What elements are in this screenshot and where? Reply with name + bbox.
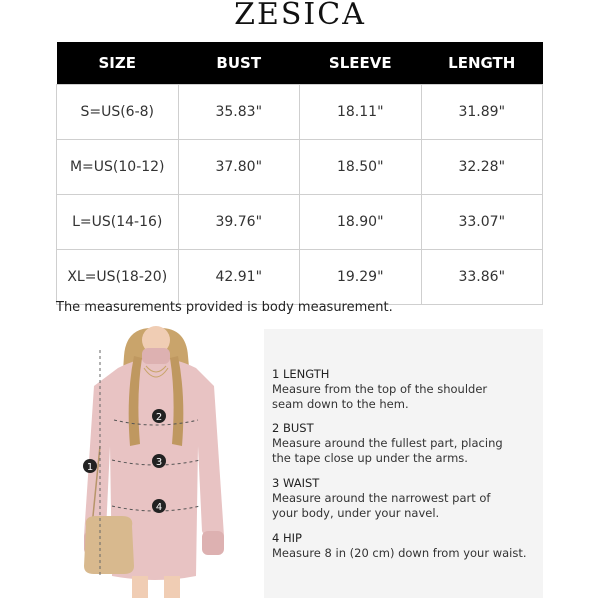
guide-hip bbox=[272, 531, 527, 561]
cell-sleeve: 18.11" bbox=[300, 85, 422, 140]
guide-waist bbox=[272, 476, 490, 521]
header-bust: BUST bbox=[178, 42, 300, 85]
guide-hip-desc-line: Measure 8 in (20 cm) down from your waist. bbox=[272, 546, 527, 560]
guide-length-desc-line: Measure from the top of the shoulder bbox=[272, 382, 488, 396]
cell-bust: 39.76" bbox=[178, 195, 300, 250]
model-figure bbox=[56, 326, 252, 598]
measurement-note: The measurements provided is body measurement. bbox=[56, 300, 393, 315]
marker-4-label: 4 bbox=[155, 502, 163, 513]
cell-bust: 42.91" bbox=[178, 250, 300, 305]
right-leg bbox=[164, 576, 180, 598]
model-illustration bbox=[56, 326, 252, 598]
cell-sleeve: 19.29" bbox=[300, 250, 422, 305]
guide-waist-desc-line: your body, under your navel. bbox=[272, 506, 440, 520]
guide-waist-desc-line: Measure around the narrowest part of bbox=[272, 491, 491, 505]
marker-4 bbox=[152, 499, 166, 513]
table-row bbox=[57, 85, 543, 140]
guide-waist-title: 3 WAIST bbox=[272, 476, 320, 490]
marker-3-label: 3 bbox=[155, 457, 163, 468]
cell-bust: 37.80" bbox=[178, 140, 300, 195]
header-length: LENGTH bbox=[421, 42, 543, 85]
size-chart-table bbox=[56, 42, 543, 305]
collar bbox=[142, 348, 170, 364]
cell-sleeve: 18.50" bbox=[300, 140, 422, 195]
right-cuff bbox=[202, 531, 224, 555]
cell-length: 33.07" bbox=[421, 195, 543, 250]
cell-length: 32.28" bbox=[421, 140, 543, 195]
table-header-row bbox=[57, 42, 543, 85]
handbag bbox=[84, 516, 134, 574]
cell-size: XL=US(18-20) bbox=[57, 250, 179, 305]
guide-bust-desc-line: Measure around the fullest part, placing bbox=[272, 436, 503, 450]
cell-size: M=US(10-12) bbox=[57, 140, 179, 195]
guide-bust-desc-line: the tape close up under the arms. bbox=[272, 451, 468, 465]
cell-bust: 35.83" bbox=[178, 85, 300, 140]
table-row bbox=[57, 250, 543, 305]
cell-length: 31.89" bbox=[421, 85, 543, 140]
measurement-guide bbox=[264, 329, 543, 598]
marker-2-label: 2 bbox=[155, 412, 163, 423]
guide-length-title: 1 LENGTH bbox=[272, 367, 330, 381]
guide-hip-title: 4 HIP bbox=[272, 531, 302, 545]
cell-size: L=US(14-16) bbox=[57, 195, 179, 250]
marker-3 bbox=[152, 454, 166, 468]
header-sleeve: SLEEVE bbox=[300, 42, 422, 85]
table-row bbox=[57, 140, 543, 195]
marker-2 bbox=[152, 409, 166, 423]
left-leg bbox=[132, 576, 148, 598]
brand-logo: ZESICA bbox=[234, 0, 366, 32]
guide-bust bbox=[272, 421, 503, 466]
guide-bust-title: 2 BUST bbox=[272, 421, 314, 435]
header-size: SIZE bbox=[57, 42, 179, 85]
marker-1 bbox=[83, 459, 97, 473]
cell-length: 33.86" bbox=[421, 250, 543, 305]
marker-1-label: 1 bbox=[86, 462, 94, 473]
table-row bbox=[57, 195, 543, 250]
cell-sleeve: 18.90" bbox=[300, 195, 422, 250]
cell-size: S=US(6-8) bbox=[57, 85, 179, 140]
guide-length bbox=[272, 367, 487, 412]
guide-length-desc-line: seam down to the hem. bbox=[272, 397, 409, 411]
